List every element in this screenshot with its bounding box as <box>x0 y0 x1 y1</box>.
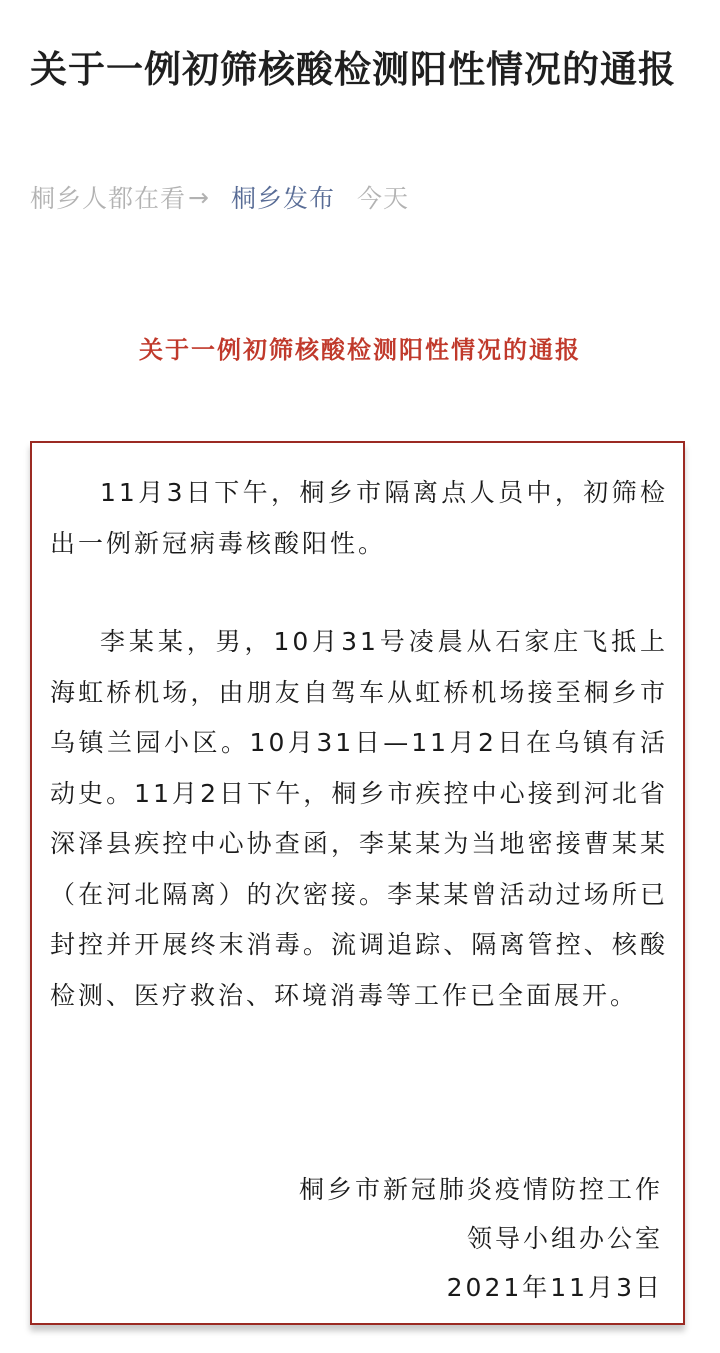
signature-date: 2021年11月3日 <box>446 1273 663 1302</box>
account-name-link[interactable]: 桐乡发布 <box>230 184 335 213</box>
notice-heading: 关于一例初筛核酸检测阳性情况的通报 <box>139 336 581 364</box>
notice-box <box>30 441 685 1325</box>
signature-org-line: 领导小组办公室 <box>466 1224 663 1253</box>
arrow-right-icon[interactable]: → <box>188 182 209 212</box>
article-meta <box>30 175 409 219</box>
signature-org-line: 桐乡市新冠肺炎疫情防控工作 <box>298 1175 663 1204</box>
notice-paragraph: 11月3日下午，桐乡市隔离点人员中，初筛检出一例新冠病毒核酸阳性。 <box>50 478 668 558</box>
article-title: 关于一例初筛核酸检测阳性情况的通报 <box>30 48 676 91</box>
notice-paragraph: 李某某，男，10月31号凌晨从石家庄飞抵上海虹桥机场，由朋友自驾车从虹桥机场接至桐乡市乌镇兰园小区。10月31日—11月2日在乌镇有活动史。11月2日下午，桐乡市疾控中心接到河北省深泽县疾控中心协查函，李某某为当地密接曹某某（在河北隔离）的次密接。李某某曾活动过场所已封控并开展终末消毒。流调追踪、隔离管控、核酸检测、医疗救治、环境消毒等工作已全面展开。 <box>50 627 668 1010</box>
publish-date: 今天 <box>356 184 409 213</box>
trending-tag-link[interactable]: 桐乡人都在看 <box>30 184 187 213</box>
